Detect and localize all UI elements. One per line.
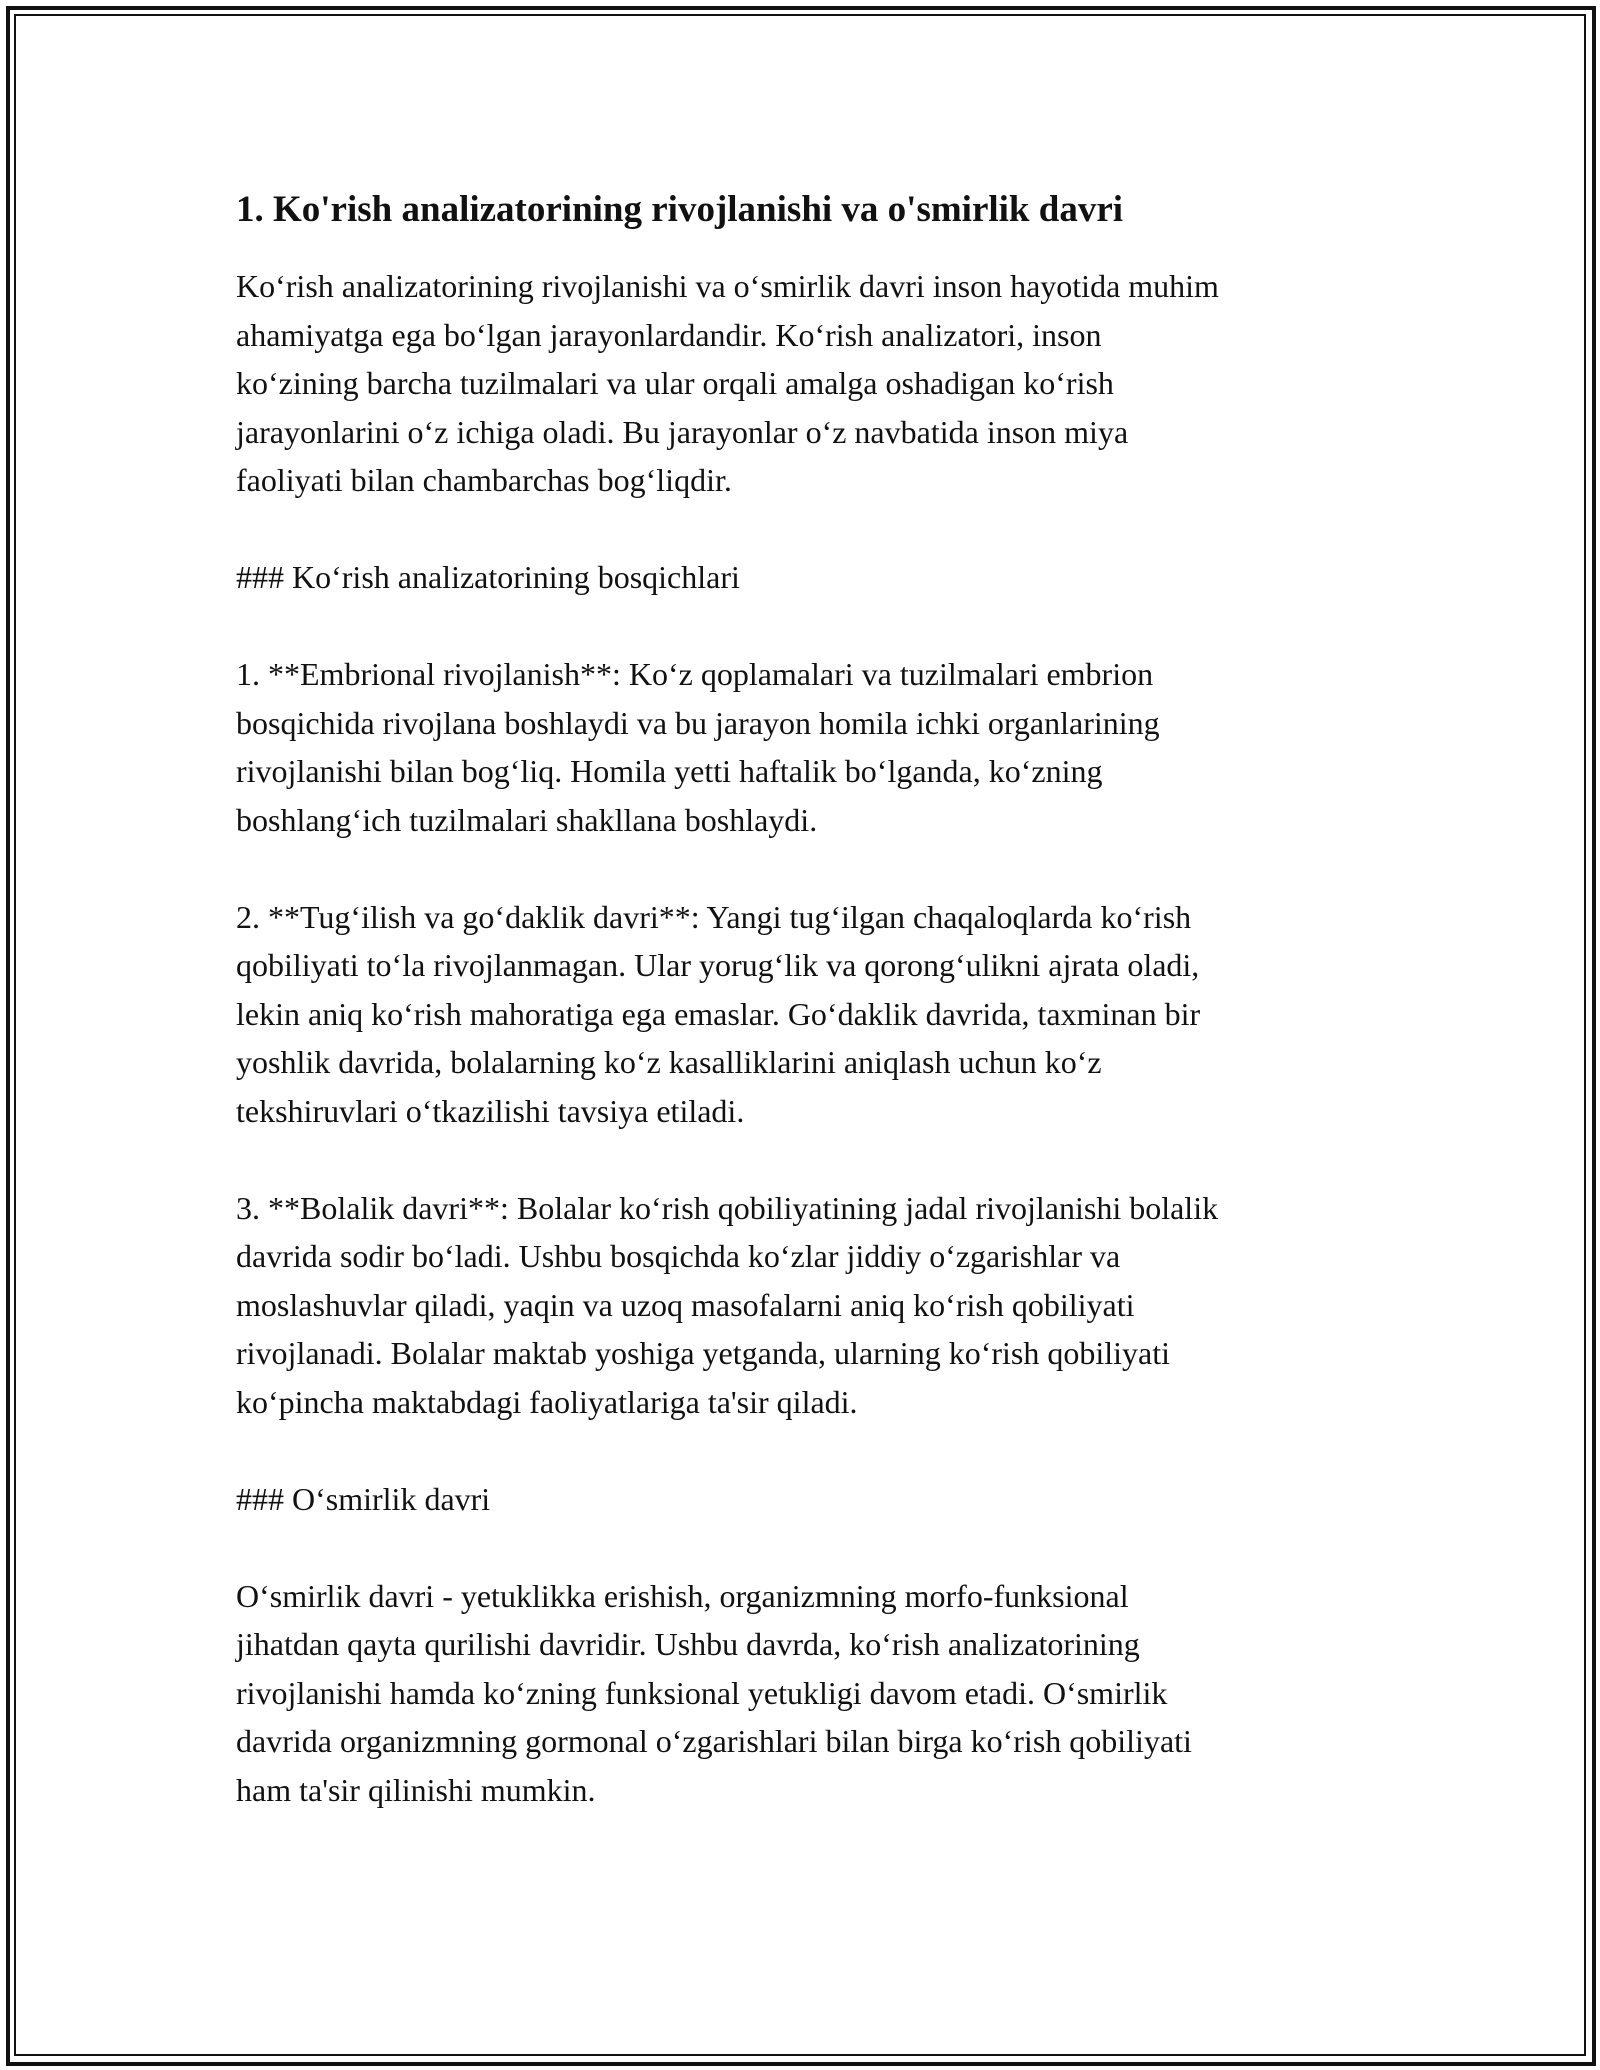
- list-item-childhood: 3. **Bolalik davri**: Bolalar ko‘rish qobiliyatining jadal rivojlanishi bolalik davrida sodir bo‘ladi. Ushbu bosqichda ko‘zlar jiddiy o‘zgarishlar va moslashuvlar qiladi, yaqin va uzoq masofalarni aniq ko‘rish qobiliyati rivojlanadi. Bolalar maktab yoshiga yetganda, ularning ko‘rish qobiliyati ko‘pincha maktabdagi faoliyatlariga ta'sir qiladi.: [236, 1189, 1219, 1420]
- intro-paragraph: Ko‘rish analizatorining rivojlanishi va o‘smirlik davri inson hayotida muhim ahamiyatga ega bo‘lgan jarayonlardandir. Ko‘rish analizatori, inson ko‘zining barcha tuzilmalari va ular orqali amalga oshadigan ko‘rish jarayonlarini o‘z ichiga oladi. Bu jarayonlar o‘z navbatida inson miya faoliyati bilan chambarchas bog‘liqdir.: [236, 268, 1219, 499]
- paragraph-spacer: [236, 1523, 1366, 1572]
- section-heading-stages: ### Ko‘rish analizatorining bosqichlari: [236, 559, 740, 596]
- paragraph-spacer: [236, 844, 1366, 893]
- paragraph-spacer: [236, 602, 1366, 651]
- paragraph-spacer: [236, 505, 1366, 554]
- document-title: 1. Ko'rish analizatorining rivojlanishi va o'smirlik davri: [236, 189, 1124, 230]
- section-heading-adolescence: ### O‘smirlik davri: [236, 1480, 491, 1517]
- paragraph-spacer: [236, 1135, 1366, 1184]
- list-item-infancy: 2. **Tug‘ilish va go‘daklik davri**: Yangi tug‘ilgan chaqaloqlarda ko‘rish qobiliyati to‘la rivojlanmagan. Ular yorug‘lik va qorong‘ulikni ajrata oladi, lekin aniq ko‘rish mahoratiga ega emaslar. Go‘daklik davrida, taxminan bir yoshlik davrida, bolalarning ko‘z kasalliklarini aniqlash uchun ko‘z tekshiruvlari o‘tkazilishi tavsiya etiladi.: [236, 898, 1201, 1129]
- document-page: [236, 188, 1366, 1814]
- adolescence-paragraph: O‘smirlik davri - yetuklikka erishish, organizmning morfo-funksional jihatdan qayta qurilishi davridir. Ushbu davrda, ko‘rish analizatorining rivojlanishi hamda ko‘zning funksional yetukligi davom etadi. O‘smirlik davrida organizmning gormonal o‘zgarishlari bilan birga ko‘rish qobiliyati ham ta'sir qilinishi mumkin.: [236, 1577, 1192, 1808]
- list-item-embryonic: 1. **Embrional rivojlanish**: Ko‘z qoplamalari va tuzilmalari embrion bosqichida rivojlana boshlaydi va bu jarayon homila ichki organlarining rivojlanishi bilan bog‘liq. Homila yetti haftalik bo‘lganda, ko‘zning boshlang‘ich tuzilmalari shakllana boshlaydi.: [236, 656, 1160, 838]
- paragraph-spacer: [236, 1426, 1366, 1475]
